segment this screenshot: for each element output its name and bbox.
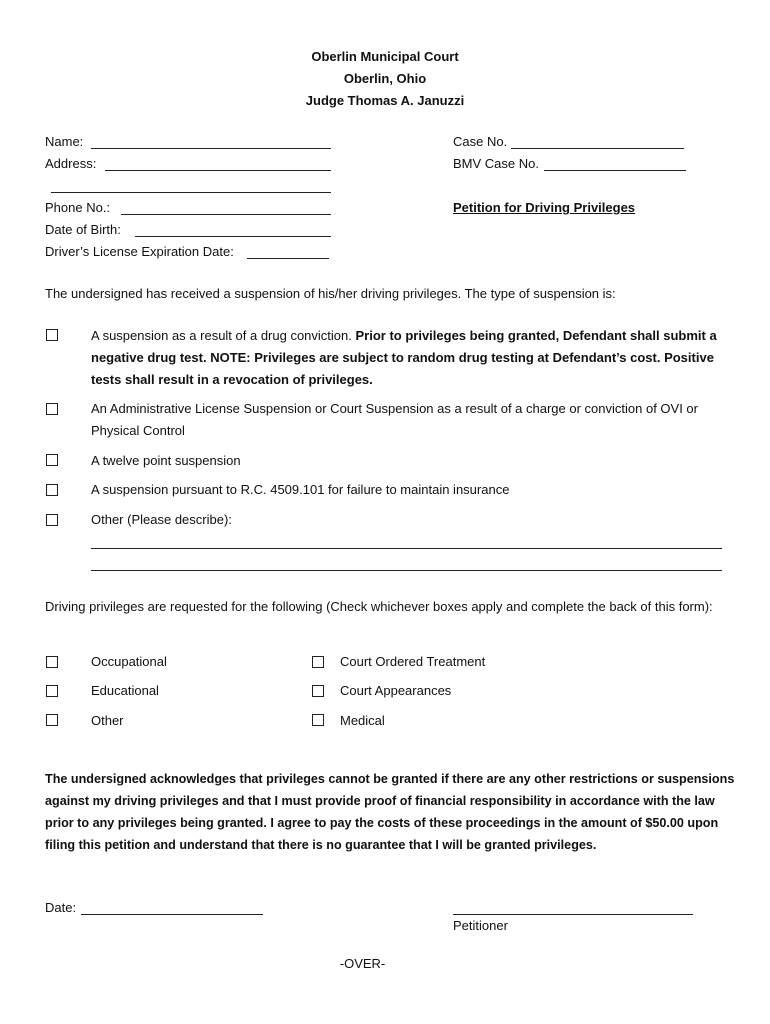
petition-title: Petition for Driving Privileges <box>453 200 636 215</box>
license-expiration-field[interactable] <box>247 258 329 259</box>
educational-label: Educational <box>91 683 159 698</box>
date-label: Date: <box>45 900 77 915</box>
drug-conviction-label: A suspension as a result of a drug conviction. <box>91 328 356 343</box>
address-field[interactable] <box>105 170 331 171</box>
court-city: Oberlin, Ohio <box>343 71 427 86</box>
over-footer: -OVER- <box>339 956 386 971</box>
address-label: Address: <box>45 156 97 171</box>
other-description-line-2[interactable] <box>91 570 722 571</box>
other-description-line-1[interactable] <box>91 548 722 549</box>
other-suspension-checkbox[interactable] <box>46 514 58 526</box>
case-no-label: Case No. <box>453 134 508 149</box>
drug-conviction-text <box>91 325 731 391</box>
phone-field[interactable] <box>121 214 331 215</box>
twelve-point-checkbox[interactable] <box>46 454 58 466</box>
occupational-checkbox[interactable] <box>46 656 58 668</box>
als-checkbox[interactable] <box>46 403 58 415</box>
privileges-intro: Driving privileges are requested for the following (Check whichever boxes apply and complete the back of this form): <box>45 599 713 614</box>
medical-label: Medical <box>340 713 385 728</box>
acknowledgement-text: The undersigned acknowledges that privileges cannot be granted if there are any other restrictions or suspensions against my driving privileges and that I must provide proof of financial responsibility in accordance with the law prior to any privileges being granted. I agree to pay the costs of these proceedings in the amount of $50.00 upon filing this petition and understand that there is no guarantee that I will be granted privileges. <box>45 772 735 852</box>
court-appearances-label: Court Appearances <box>340 683 452 698</box>
bmv-case-no-field[interactable] <box>544 170 686 171</box>
phone-label: Phone No.: <box>45 200 111 215</box>
name-field[interactable] <box>91 148 331 149</box>
case-no-field[interactable] <box>511 148 684 149</box>
petitioner-label: Petitioner <box>453 918 508 933</box>
license-expiration-label: Driver’s License Expiration Date: <box>45 244 234 259</box>
educational-checkbox[interactable] <box>46 685 58 697</box>
insurance-text: A suspension pursuant to R.C. 4509.101 for failure to maintain insurance <box>91 482 510 497</box>
other-suspension-text: Other (Please describe): <box>91 512 232 527</box>
judge-name: Judge Thomas A. Januzzi <box>305 93 465 108</box>
court-appearances-checkbox[interactable] <box>312 685 324 697</box>
other-privilege-checkbox[interactable] <box>46 714 58 726</box>
drug-conviction-checkbox[interactable] <box>46 329 58 341</box>
court-name: Oberlin Municipal Court <box>311 49 459 64</box>
court-ordered-treatment-label: Court Ordered Treatment <box>340 654 486 669</box>
date-field[interactable] <box>81 914 263 915</box>
occupational-label: Occupational <box>91 654 167 669</box>
als-text: An Administrative License Suspension or Court Suspension as a result of a charge or conviction of OVI or Physical Control <box>91 401 698 438</box>
name-label: Name: <box>45 134 84 149</box>
address-field-line-2[interactable] <box>51 192 331 193</box>
suspension-intro: The undersigned has received a suspension of his/her driving privileges. The type of suspension is: <box>45 286 616 301</box>
dob-label: Date of Birth: <box>45 222 121 237</box>
dob-field[interactable] <box>135 236 331 237</box>
other-privilege-label: Other <box>91 713 124 728</box>
court-ordered-treatment-checkbox[interactable] <box>312 656 324 668</box>
petitioner-signature-line[interactable] <box>453 914 693 915</box>
bmv-case-no-label: BMV Case No. <box>453 156 539 171</box>
drug-conviction-conditions: Prior to privileges being granted, Defendant shall submit a negative drug test. NOTE: Privileges are subject to random drug testing at Defendant’s cost. Positive tests shall result in a revocation of privileges. <box>91 328 717 387</box>
insurance-checkbox[interactable] <box>46 484 58 496</box>
medical-checkbox[interactable] <box>312 714 324 726</box>
twelve-point-text: A twelve point suspension <box>91 453 241 468</box>
